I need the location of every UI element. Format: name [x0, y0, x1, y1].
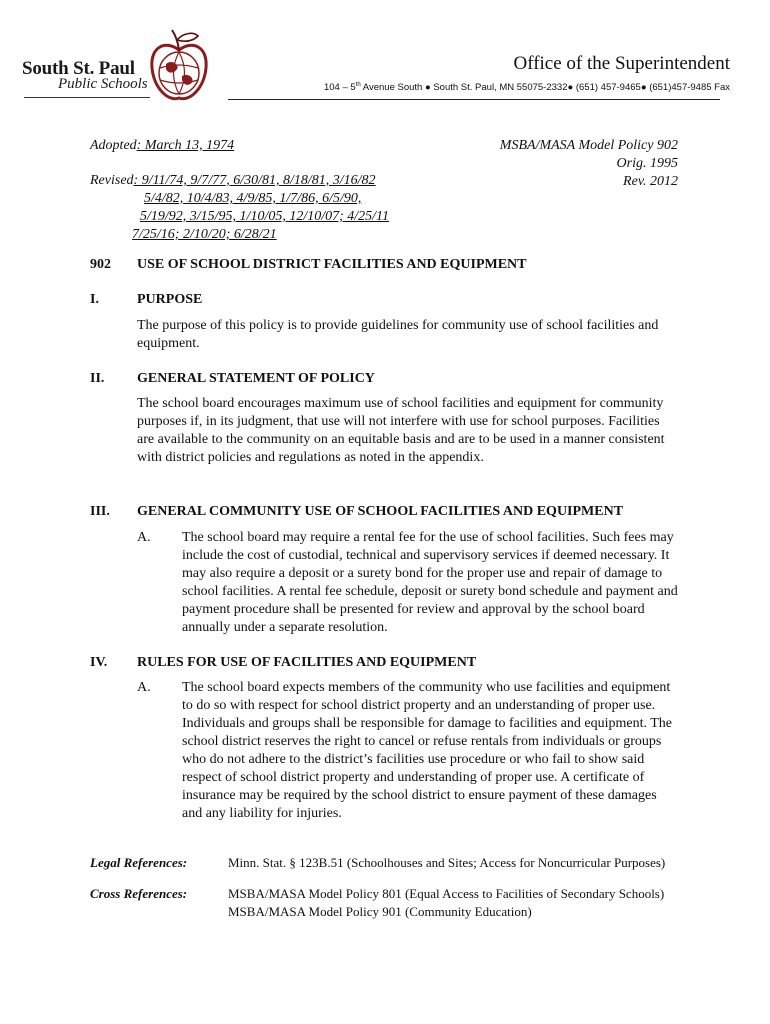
revision-year: Rev. 2012 [623, 174, 678, 189]
section-title: GENERAL COMMUNITY USE OF SCHOOL FACILITIES AND EQUIPMENT [137, 504, 624, 519]
section-number: IV. [90, 655, 108, 670]
adopted-date [90, 137, 234, 155]
section-paragraph: The school board encourages maximum use of school facilities and equipment for community purposes if, in its judgment, that use will not interfere with use for school purposes. Facilities are available to the community on an equitable basis and are to be used in a manner consistent with district policies and regulations as noted in the appendix. [137, 396, 665, 465]
section-number: II. [90, 371, 105, 386]
section-number: III. [90, 504, 110, 519]
subsection-letter: A. [137, 680, 151, 695]
office-address [324, 82, 730, 93]
subsection-paragraph: The school board expects members of the community who use facilities and equipment to do so with respect for school district property and an understanding of proper use. Individuals and groups shall be responsible for damage to facilities and equipment. The school district reserves the right to cancel or refuse rentals from individuals or groups who do not adhere to the district’s facilities use procedure or who fail to show said respect of school district property and understanding of proper use. A certificate of insurance may be required by the school district to ensure payment of these damages and any liability for injuries. [182, 680, 673, 821]
model-policy: MSBA/MASA Model Policy 902 [499, 138, 678, 153]
cross-references-label: Cross References: [90, 886, 188, 901]
section-title: PURPOSE [137, 292, 203, 307]
subsection-letter: A. [137, 530, 151, 545]
legal-references-label: Legal References: [90, 855, 188, 870]
section-number: I. [90, 292, 99, 307]
logo-district-subtitle: Public Schools [58, 76, 148, 92]
address-superscript: th [355, 82, 361, 88]
revised-line: 5/4/82, 10/4/83, 4/9/85, 1/7/86, 6/5/90, [144, 191, 362, 206]
policy-meta [500, 137, 678, 191]
section-title: GENERAL STATEMENT OF POLICY [137, 371, 375, 386]
revised-line: : 9/11/74, 9/7/77, 6/30/81, 8/18/81, 3/16/82 [133, 173, 376, 188]
district-logo [22, 28, 212, 108]
apple-globe-icon [146, 28, 212, 106]
policy-number: 902 [90, 257, 111, 272]
address-prefix: 104 – 5 [323, 82, 356, 94]
subsection-paragraph: The school board may require a rental fee for the use of school facilities. Such fees may include the cost of custodial, technical and supervisory services if deemed necessary. It may also require a deposit or a surety bond for the proper use and repair of damage to school facilities. A rental fee schedule, deposit or surety bond schedule and payment and payment procedure shall be presented for review and approval by the school board annually under a separate resolution. [182, 530, 678, 635]
section-paragraph: The purpose of this policy is to provide guidelines for community use of school facilities and equipment. [137, 318, 659, 351]
revised-line: 5/19/92, 3/15/95, 1/10/05, 12/10/07; 4/25/11 [140, 209, 390, 224]
adopted-value: : March 13, 1974 [136, 138, 235, 153]
section-title: RULES FOR USE OF FACILITIES AND EQUIPMENT [137, 655, 477, 670]
cross-references [228, 885, 688, 920]
original-year: Orig. 1995 [616, 156, 678, 171]
legal-reference: Minn. Stat. § 123B.51 (Schoolhouses and Sites; Access for Noncurricular Purposes) [228, 855, 666, 870]
cross-reference: MSBA/MASA Model Policy 801 (Equal Access to Facilities of Secondary Schools) [228, 886, 665, 901]
logo-underline [24, 97, 150, 98]
address-rest: Avenue South ● South St. Paul, MN 55075-2332● (651) 457-9465● (651)457-9485 Fax [360, 82, 730, 94]
revised-line: 7/25/16; 2/10/20; 6/28/21 [132, 227, 277, 242]
revised-label: Revised [90, 173, 134, 188]
header-divider [228, 99, 720, 100]
office-title: Office of the Superintendent [513, 53, 730, 74]
cross-reference: MSBA/MASA Model Policy 901 (Community Education) [228, 903, 532, 919]
revised-dates [90, 172, 420, 244]
logo-district-name: South St. Paul [22, 58, 135, 79]
policy-title: USE OF SCHOOL DISTRICT FACILITIES AND EQUIPMENT [137, 257, 527, 272]
adopted-label: Adopted [90, 138, 137, 153]
